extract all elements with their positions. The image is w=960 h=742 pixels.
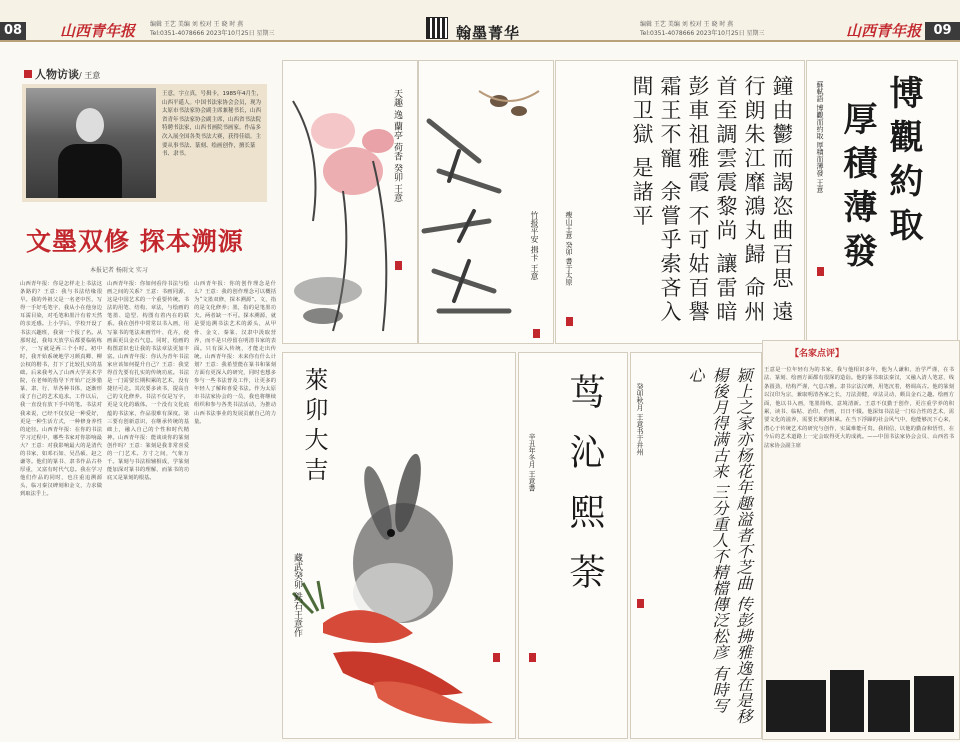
running-script-text: 颍上之家亦杨花年趣溢者不芝曲 传彭拂雅逸在是移楊後月得满古来 三分重人不精檔傳泛松彦 有時写心 xyxy=(686,367,753,725)
small-seal-signature: 辛丑年冬月 王意書 xyxy=(528,433,536,492)
seal-rubbing-3 xyxy=(868,680,910,732)
couplet-column-1: 博觀約取 xyxy=(883,75,923,251)
rabbit-painting xyxy=(282,352,516,739)
couplet-seal xyxy=(817,267,824,276)
lotus-inscription: 天趣 逸 蘭亭 荷香 癸卯 王意 xyxy=(392,89,402,203)
article-column-1: 山西青年报：你是怎样走上书法这条路的？王意：我与书法结缘很早。我的外祖父是一名老中医，写得一手好毛笔字，我从小在他身边耳濡目染，对毛笔和墨汁有着天然的亲近感。上小学后，学校开设了书法兴趣班，我第一个报了名。从那时起，我每天放学后都要临帖练字，一写就是两三个小时。初中时，我开始系统地学习颜真卿、柳公权的楷书，打下了比较扎实的基础。后来我考入了山西大学美术学院，在老师的指导下开始广泛涉猎篆、隶、行、草各种书体，逐渐形成了自己的艺术追求。工作以后，我一直没有放下手中的笔。书法对我来说，已经不仅仅是一种爱好，更是一种生活方式，一种修身养性的途径。山西青年报：在你的书法学习过程中，哪些书家对你影响最大？王意：对我影响最大的是清代的书家，如邓石如、吴昌硕、赵之谦等。他们的篆书、隶书作品古朴厚重，又富有时代气息。我在学习他们作品的同时，也注重追溯源头，临习秦汉碑刻和金文，力求做到取法乎上。 xyxy=(20,281,102,498)
left-header-meta: 编辑 王艺 美编 刘 校对 王 晓 时 燕 Tel:0351-4078666 2023年10月25日 星期三 xyxy=(150,21,275,37)
column-author: / 王意 xyxy=(79,71,101,80)
article-column-3: 山西青年报：你的创作理念是什么？王意：我的创作理念可以概括为“文墨双修，探本溯源”。文，指的是文化修养；墨，指的是笔墨功夫。两者缺一不可。探本溯源，就是要追溯书法艺术的源头，从甲骨、金文、秦篆、汉隶中汲取营养，而不是只停留在明清书家的表面。只有深入传统，才能走出传统。山西青年报：未来你有什么计划？王意：我希望能在篆书和篆刻方面有更深入的研究，同时也想多参与一些书法普及工作，让更多的年轻人了解和喜爱书法。作为太原市书法家协会的一员，我也将继续组织和参与各类书法活动，为推动山西书法事业的发展贡献自己的力量。 xyxy=(194,281,276,425)
seal-rubbing-2 xyxy=(830,670,864,732)
seal-rubbing-4 xyxy=(914,676,954,732)
column-label xyxy=(24,66,100,82)
rabbit-seal xyxy=(493,653,500,662)
seal-script-text: 鐘由鬱而謁恣曲百思 遠行朗朱江靡鴻丸歸 命州首至調雲震黎尚 讓雷暗彭車祖雅霞 不可姑百譽霜王不寵 余嘗乎索吝入間卫獄 是諸平 xyxy=(630,75,794,325)
bamboo-seal xyxy=(533,329,540,338)
author-photo xyxy=(26,88,156,198)
bamboo-inscription: 竹报平安 揖卡 王意 xyxy=(530,211,539,281)
couplet-calligraphy xyxy=(806,60,958,344)
bio-text: 王意，字立真，号揖卡，1985年4月生，山西平遥人。中国书法家协会会员，现为太原市书法家协会副主席兼秘书长，山西省青年书法家协会副主席，山西省书法院特聘书法家，山西书画院书画家。作品多次入展全国各类书法大赛，获得佳绩。主要从事书法、篆刻、绘画创作，擅长篆书、隶书。 xyxy=(162,91,262,158)
column-tag-icon xyxy=(24,70,32,78)
running-script-signature: 癸卯秋月 王意书于并州 xyxy=(636,383,644,456)
portrait-face xyxy=(76,108,104,142)
column-label-text: 人物访谈 xyxy=(35,68,79,81)
portrait-body xyxy=(58,144,122,198)
critic-title: 【名家点评】 xyxy=(790,349,845,359)
section-title: 翰墨菁华 xyxy=(456,24,521,42)
right-masthead-logo: 山西青年报 xyxy=(846,22,922,40)
qr-code-icon xyxy=(427,18,447,38)
rabbit-inscription: 藏武癸卯 鉄石王意作 xyxy=(292,553,302,637)
left-page-number: 08 xyxy=(0,22,26,40)
left-masthead-logo: 山西青年报 xyxy=(60,22,136,40)
seal-script-signature: 瘦山王意 癸卯 書于太原 xyxy=(565,211,573,286)
seal-script-seal xyxy=(566,317,573,326)
article-byline: 本报记者 杨雨文 实习 xyxy=(90,267,148,274)
seal-rubbing-1 xyxy=(766,680,826,732)
running-script-seal xyxy=(637,599,644,608)
small-seal-seal xyxy=(529,653,536,662)
right-page-number: 09 xyxy=(925,22,960,40)
couplet-column-2: 厚積薄發 xyxy=(837,101,877,277)
couplet-inscription: 蘇軾語 博觀而約取 厚積而薄發 王意 xyxy=(816,81,824,193)
bamboo-painting xyxy=(418,60,554,344)
running-script-calligraphy xyxy=(630,352,762,739)
small-seal-text: 茑沁熙荼 xyxy=(564,373,605,613)
small-seal-calligraphy xyxy=(518,352,628,739)
rabbit-title: 萊卯大吉 xyxy=(300,367,328,487)
article-headline: 文墨双修 探本溯源 xyxy=(26,227,244,256)
right-header-meta: 编辑 王艺 美编 刘 校对 王 晓 时 燕 Tel:0351-4078666 2023年10月25日 星期三 xyxy=(640,21,765,37)
lotus-seal xyxy=(395,261,402,270)
seal-script-calligraphy xyxy=(555,60,805,344)
critic-text: 王意是一位年轻有为的书家，我与他相识多年，他为人谦和，治学严谨，在书法、篆刻、绘画方面都有很深的造诣。他的篆书取法秦汉，又融入清人笔意，线条圆劲，结构严谨，气息古雅。隶书宗法汉碑，用笔沉着，格调高古。他的篆刻以汉印为宗，兼取明清各家之长，刀法劲健，章法灵动，颇具金石之趣。绘画方面，他以书入画，笔墨简练，意境清新。王意不仅勤于创作，更注重学养的积累，读书、临帖、治印、作画，日日不辍。他深知书法是一门综合性的艺术，需要文化的滋养，需要长期的积累。在当下浮躁的社会风气中，他能够沉下心来，潜心于传统艺术的研究与创作，实属难能可贵。我相信，以他的勤奋和悟性，在今后的艺术道路上一定会取得更大的成就。——中国书法家协会会员、山西省书法家协会副主席 xyxy=(764,367,954,449)
lotus-painting xyxy=(282,60,418,344)
article-column-2: 山西青年报：你如何看待书法与绘画之间的关系？王意：书画同源，这是中国艺术的一个重要传统。书法的用笔、结构、章法，与绘画的笔墨、造型、构图有着内在的联系。我在创作中常常以书入画，用写篆书的笔法来画竹叶、花卉，使画面更具金石气息。同时，绘画的构图意识也让我的书法章法更加丰富。山西青年报：你认为青年书法家应该如何提升自己？王意：我觉得首先要有扎实的传统功底。书法是一门需要长期积累的艺术，没有捷径可走。其次要多读书，提高自己的文化修养。书法不仅是写字，更是文化的载体。一个没有文化底蕴的书法家，作品很难有深度。第三要有创新意识，在继承传统的基础上，融入自己的个性和时代精神。山西青年报：能谈谈你的篆刻创作吗？王意：篆刻是我非常喜爱的一门艺术。方寸之间，气象万千。篆刻与书法相辅相成，学篆刻能加深对篆书的理解，而篆书的功底又是篆刻的根基。 xyxy=(107,281,189,482)
